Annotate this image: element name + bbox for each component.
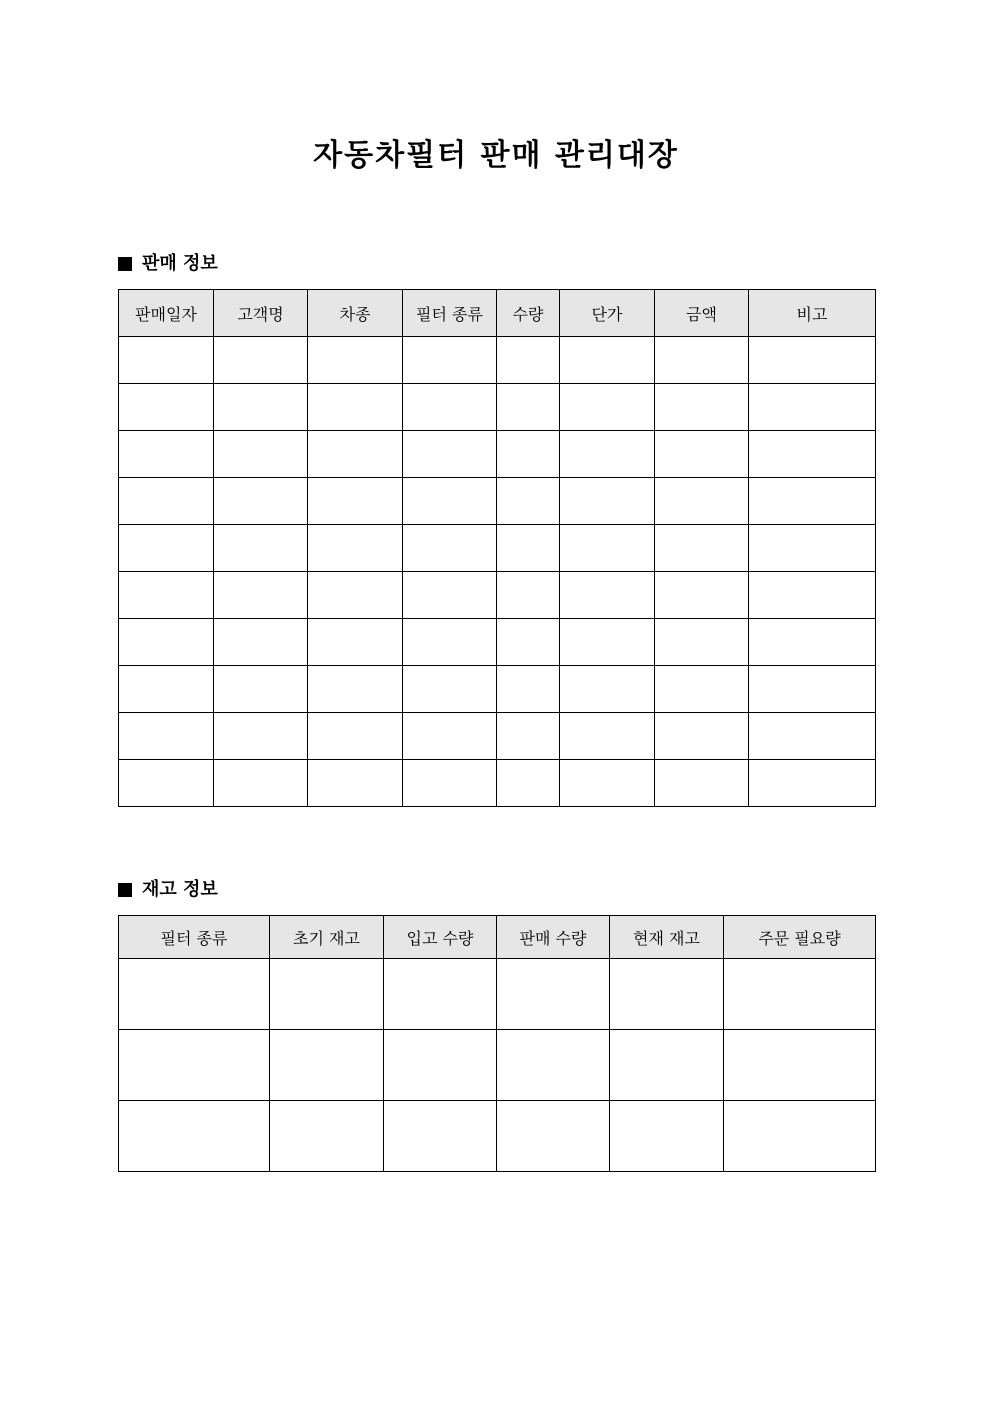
sales-table-cell[interactable]: [560, 713, 655, 760]
sales-table-row: [119, 713, 876, 760]
sales-table-cell[interactable]: [497, 666, 560, 713]
stock-section-heading: [118, 878, 218, 902]
stock-table-cell[interactable]: [270, 1101, 384, 1172]
sales-table-cell[interactable]: [214, 572, 308, 619]
sales-table-row: [119, 337, 876, 384]
stock-col-filter-type: 필터 종류: [119, 916, 270, 959]
sales-table-cell[interactable]: [497, 760, 560, 807]
sales-table-cell[interactable]: [214, 619, 308, 666]
sales-table-cell[interactable]: [119, 713, 214, 760]
sales-table-cell[interactable]: [655, 619, 749, 666]
sales-section-heading: [118, 252, 218, 276]
stock-table-cell[interactable]: [497, 959, 610, 1030]
sales-table-cell[interactable]: [497, 384, 560, 431]
sales-table-cell[interactable]: [403, 337, 497, 384]
sales-table-cell[interactable]: [655, 760, 749, 807]
sales-table-cell[interactable]: [403, 525, 497, 572]
square-bullet-icon: [118, 257, 132, 271]
sales-table-row: [119, 525, 876, 572]
page-title: 자동차필터 판매 관리대장: [313, 138, 679, 173]
sales-col-quantity: 수량: [497, 290, 560, 337]
sales-section-label: 판매 정보: [142, 253, 218, 274]
sales-table-cell[interactable]: [655, 713, 749, 760]
sales-table-cell[interactable]: [497, 431, 560, 478]
stock-col-initial-stock: 초기 재고: [270, 916, 384, 959]
sales-table-cell[interactable]: [749, 713, 876, 760]
sales-table-cell[interactable]: [403, 666, 497, 713]
sales-col-filter-type: 필터 종류: [403, 290, 497, 337]
sales-table-row: [119, 431, 876, 478]
sales-col-amount: 금액: [655, 290, 749, 337]
sales-table-cell[interactable]: [560, 478, 655, 525]
sales-col-note: 비고: [749, 290, 876, 337]
sales-table-cell[interactable]: [308, 666, 403, 713]
sales-table-cell[interactable]: [119, 666, 214, 713]
sales-table-cell[interactable]: [308, 619, 403, 666]
stock-table-cell[interactable]: [384, 959, 497, 1030]
sales-table-cell[interactable]: [560, 431, 655, 478]
stock-table-cell[interactable]: [497, 1101, 610, 1172]
sales-table-row: [119, 760, 876, 807]
sales-table-cell[interactable]: [497, 713, 560, 760]
sales-table-cell[interactable]: [308, 431, 403, 478]
stock-table-cell[interactable]: [384, 1030, 497, 1101]
sales-table: [118, 289, 876, 807]
sales-table-cell[interactable]: [214, 431, 308, 478]
stock-table: [118, 915, 876, 1172]
sales-table-cell[interactable]: [403, 619, 497, 666]
sales-table-cell[interactable]: [214, 760, 308, 807]
sales-table-cell[interactable]: [308, 478, 403, 525]
sales-table-cell[interactable]: [308, 337, 403, 384]
sales-table-cell[interactable]: [497, 525, 560, 572]
sales-table-cell[interactable]: [560, 760, 655, 807]
stock-table-cell[interactable]: [384, 1101, 497, 1172]
sales-table-cell[interactable]: [403, 384, 497, 431]
stock-header-row: [119, 916, 876, 959]
sales-table-cell[interactable]: [403, 760, 497, 807]
sales-table-cell[interactable]: [119, 478, 214, 525]
sales-table-cell[interactable]: [308, 713, 403, 760]
sales-table-cell[interactable]: [119, 431, 214, 478]
sales-table-cell[interactable]: [749, 619, 876, 666]
sales-table-cell[interactable]: [655, 431, 749, 478]
stock-col-incoming-qty: 입고 수량: [384, 916, 497, 959]
stock-table-row: [119, 1030, 876, 1101]
sales-table-cell[interactable]: [497, 478, 560, 525]
sales-table-cell[interactable]: [560, 525, 655, 572]
sales-table-cell[interactable]: [655, 337, 749, 384]
sales-table-cell[interactable]: [214, 713, 308, 760]
sales-table-cell[interactable]: [655, 525, 749, 572]
sales-table-cell[interactable]: [214, 337, 308, 384]
sales-header-row: [119, 290, 876, 337]
stock-col-sold-qty: 판매 수량: [497, 916, 610, 959]
stock-col-order-needed: 주문 필요량: [724, 916, 876, 959]
stock-table-cell[interactable]: [610, 1101, 724, 1172]
stock-table-cell[interactable]: [497, 1030, 610, 1101]
sales-table-cell[interactable]: [214, 525, 308, 572]
sales-table-cell[interactable]: [655, 478, 749, 525]
sales-table-cell[interactable]: [749, 478, 876, 525]
sales-table-row: [119, 572, 876, 619]
stock-table-cell[interactable]: [119, 959, 270, 1030]
stock-table-cell[interactable]: [119, 1030, 270, 1101]
sales-col-car-model: 차종: [308, 290, 403, 337]
stock-table-cell[interactable]: [270, 1030, 384, 1101]
stock-table-cell[interactable]: [119, 1101, 270, 1172]
stock-table-cell[interactable]: [610, 959, 724, 1030]
sales-table-cell[interactable]: [749, 384, 876, 431]
sales-table-body: [119, 337, 876, 807]
sales-table-cell[interactable]: [749, 572, 876, 619]
stock-section-label: 재고 정보: [142, 879, 218, 900]
sales-table-cell[interactable]: [560, 619, 655, 666]
sales-table-cell[interactable]: [749, 337, 876, 384]
sales-table-cell[interactable]: [560, 384, 655, 431]
stock-table-cell[interactable]: [724, 1101, 876, 1172]
stock-table-row: [119, 1101, 876, 1172]
sales-table-cell[interactable]: [749, 760, 876, 807]
sales-table-cell[interactable]: [749, 431, 876, 478]
sales-table-row: [119, 619, 876, 666]
sales-table-cell[interactable]: [308, 525, 403, 572]
sales-table-cell[interactable]: [214, 666, 308, 713]
sales-table-cell[interactable]: [749, 525, 876, 572]
sales-table-cell[interactable]: [119, 384, 214, 431]
sales-table-cell[interactable]: [119, 525, 214, 572]
sales-table-cell[interactable]: [560, 337, 655, 384]
sales-table-cell[interactable]: [497, 619, 560, 666]
sales-table-cell[interactable]: [119, 760, 214, 807]
sales-table-cell[interactable]: [308, 760, 403, 807]
sales-table-cell[interactable]: [497, 337, 560, 384]
sales-table-cell[interactable]: [655, 384, 749, 431]
sales-table-cell[interactable]: [308, 384, 403, 431]
stock-table-cell[interactable]: [610, 1030, 724, 1101]
sales-table-cell[interactable]: [749, 666, 876, 713]
sales-table-cell[interactable]: [403, 478, 497, 525]
sales-table-cell[interactable]: [655, 666, 749, 713]
sales-table-cell[interactable]: [497, 572, 560, 619]
stock-table-body: [119, 959, 876, 1172]
stock-table-cell[interactable]: [724, 959, 876, 1030]
sales-col-unit-price: 단가: [560, 290, 655, 337]
sales-table-cell[interactable]: [119, 572, 214, 619]
sales-table-cell[interactable]: [214, 384, 308, 431]
sales-table-cell[interactable]: [655, 572, 749, 619]
stock-col-current-stock: 현재 재고: [610, 916, 724, 959]
sales-table-cell[interactable]: [119, 337, 214, 384]
sales-table-cell[interactable]: [560, 572, 655, 619]
stock-table-cell[interactable]: [270, 959, 384, 1030]
sales-table-cell[interactable]: [308, 572, 403, 619]
square-bullet-icon: [118, 883, 132, 897]
sales-col-customer: 고객명: [214, 290, 308, 337]
stock-table-row: [119, 959, 876, 1030]
sales-table-row: [119, 666, 876, 713]
sales-col-date: 판매일자: [119, 290, 214, 337]
sales-table-cell[interactable]: [403, 572, 497, 619]
sales-table-row: [119, 384, 876, 431]
sales-table-cell[interactable]: [403, 713, 497, 760]
stock-table-cell[interactable]: [724, 1030, 876, 1101]
sales-table-cell[interactable]: [560, 666, 655, 713]
sales-table-cell[interactable]: [214, 478, 308, 525]
sales-table-row: [119, 478, 876, 525]
sales-table-cell[interactable]: [403, 431, 497, 478]
sales-table-cell[interactable]: [119, 619, 214, 666]
